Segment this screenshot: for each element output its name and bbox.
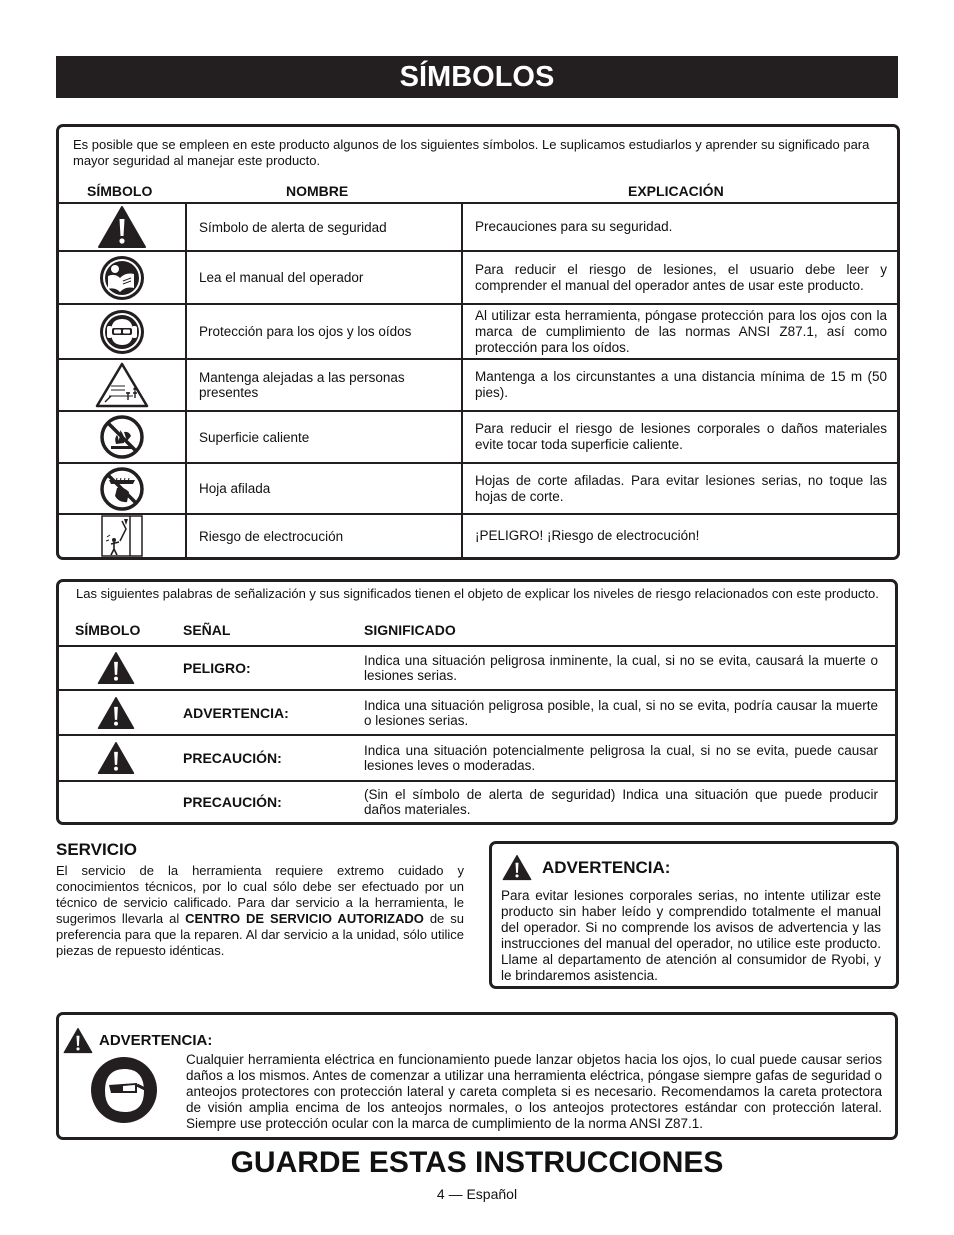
symbol-explanation: Hojas de corte afiladas. Para evitar lesiones serias, no toque las hojas de corte.	[475, 472, 887, 504]
signal-intro: Las siguientes palabras de señalización y sus significados tienen el objeto de explicar los niveles de riesgo relacionados con este producto.	[76, 586, 879, 601]
safety-glasses-icon	[89, 1055, 159, 1125]
table-row	[59, 462, 897, 513]
page-number: 4 — Español	[436, 1186, 518, 1202]
signal-word: PRECAUCIÓN:	[183, 794, 282, 810]
warning-text: Para evitar lesiones corporales serias, no intente utilizar este producto sin haber leído y comprendido totalmente el manual del operador. Si no comprende los avisos de advertencia y las instrucciones del manual del operador, no utilice este producto. Llame al departamento de atención al consumidor de Ryobi, y le brindaremos asistencia.	[501, 888, 881, 983]
warning-box-eye-protection	[56, 1012, 898, 1140]
symbol-name: Superficie caliente	[199, 429, 310, 445]
sharp-blade-icon	[99, 466, 145, 512]
page-title-bar	[56, 56, 898, 98]
symbol-explanation: Mantenga a los circunstantes a una distancia mínima de 15 m (50 pies).	[475, 369, 887, 400]
table-row	[59, 250, 897, 303]
table-row	[59, 202, 897, 250]
table-row	[59, 513, 897, 557]
hot-surface-icon	[99, 414, 145, 460]
header-explanation: EXPLICACIÓN	[628, 183, 724, 199]
warning-box-manual	[489, 841, 899, 989]
symbol-explanation: Para reducir el riesgo de lesiones, el usuario debe leer y comprender el manual del operador antes de usar este producto.	[475, 261, 887, 293]
table-row	[59, 410, 897, 462]
symbol-name: Hoja afilada	[199, 481, 271, 496]
symbol-explanation: Para reducir el riesgo de lesiones corporales o daños materiales evite tocar toda superficie caliente.	[475, 421, 887, 452]
header-name: NOMBRE	[286, 183, 349, 199]
symbol-name: Mantenga alejadas a las personas presentes	[199, 370, 405, 400]
keep-bystanders-away-icon	[95, 362, 149, 408]
symbol-name: Protección para los ojos y los oídos	[199, 324, 412, 339]
symbol-name: Lea el manual del operador	[199, 270, 364, 285]
symbol-explanation: ¡PELIGRO! ¡Riesgo de electrocución!	[475, 528, 700, 543]
page-title: SÍMBOLOS	[399, 61, 555, 93]
electrocution-icon	[100, 515, 144, 557]
eye-ear-protection-icon	[98, 308, 146, 356]
header-signal: SEÑAL	[183, 622, 231, 638]
symbols-intro: Es posible que se empleen en este producto algunos de los siguientes símbolos. Le suplicamos estudiarlos y aprender su significado para mayor seguridad al manejar este producto.	[73, 137, 870, 168]
servicio-text: El servicio de la herramienta requiere extremo cuidado y conocimientos técnicos, por lo cual sólo debe ser efectuado por un técnico de servicio calificado. Para dar servicio a la herramienta, le sugerimos llevarla al CENTRO DE SERVICIO AUTORIZADO de su preferencia para que la reparen. Al dar servicio a la unidad, sólo utilice piezas de repuesto idénticas.	[56, 863, 464, 958]
signal-words-table	[56, 579, 898, 825]
table-row	[59, 689, 895, 734]
symbol-explanation: Precauciones para su seguridad.	[475, 219, 673, 234]
warning-title: ADVERTENCIA:	[542, 857, 671, 877]
header-symbol: SÍMBOLO	[75, 622, 141, 638]
service-center-label: CENTRO DE SERVICIO AUTORIZADO	[185, 911, 424, 926]
safety-alert-icon	[97, 696, 135, 730]
signal-meaning: Indica una situación peligrosa posible, la cual, si no se evita, podría causar la muerte o lesiones serias.	[364, 697, 878, 728]
symbol-explanation: Al utilizar esta herramienta, póngase protección para los ojos con la marca de cumplimiento de las normas ANSI Z87.1, así como protección para los oídos.	[475, 307, 887, 355]
signal-meaning: (Sin el símbolo de alerta de seguridad) Indica una situación que puede producir daños materiales.	[364, 787, 878, 817]
table-row	[59, 358, 897, 410]
table-row	[59, 645, 895, 689]
signal-word: PELIGRO:	[183, 660, 251, 676]
signal-word: ADVERTENCIA:	[183, 704, 289, 721]
table-row	[59, 780, 895, 822]
safety-alert-icon	[97, 651, 135, 685]
signal-meaning: Indica una situación peligrosa inminente, la cual, si no se evita, causará la muerte o lesiones serias.	[364, 653, 878, 683]
signal-meaning: Indica una situación potencialmente peligrosa la cual, si no se evita, puede causar lesiones leves o moderadas.	[364, 743, 878, 773]
servicio-heading: SERVICIO	[56, 840, 137, 859]
safety-alert-icon	[97, 741, 135, 775]
table-row	[59, 734, 895, 780]
header-meaning: SIGNIFICADO	[364, 622, 456, 638]
warning-text: Cualquier herramienta eléctrica en funcionamiento puede lanzar objetos hacia los ojos, lo cual puede causar serios daños a los mismos. Antes de comenzar a utilizar una herramienta eléctrica, póngase siempre gafas de seguridad o anteojos protectores con protección lateral y careta completa si es necesario. Recomendamos la careta protectora de visión amplia encima de los anteojos normales, o los anteojos protectores estándar con protección lateral. Siempre use protección ocular con la marca de cumplimiento de la norma ANSI Z87.1.	[186, 1052, 882, 1131]
symbol-name: Riesgo de electrocución	[199, 528, 344, 544]
symbol-name: Símbolo de alerta de seguridad	[199, 219, 387, 235]
signal-word: PRECAUCIÓN:	[183, 750, 282, 766]
table-row	[59, 303, 897, 358]
read-manual-icon	[98, 254, 146, 302]
warning-title: ADVERTENCIA:	[99, 1032, 213, 1049]
header-symbol: SÍMBOLO	[87, 183, 153, 199]
safety-alert-icon	[97, 205, 147, 249]
safety-alert-icon	[502, 854, 532, 881]
save-instructions-title: GUARDE ESTAS INSTRUCCIONES	[230, 1146, 724, 1179]
safety-alert-icon	[63, 1027, 93, 1054]
symbols-table	[56, 124, 900, 560]
